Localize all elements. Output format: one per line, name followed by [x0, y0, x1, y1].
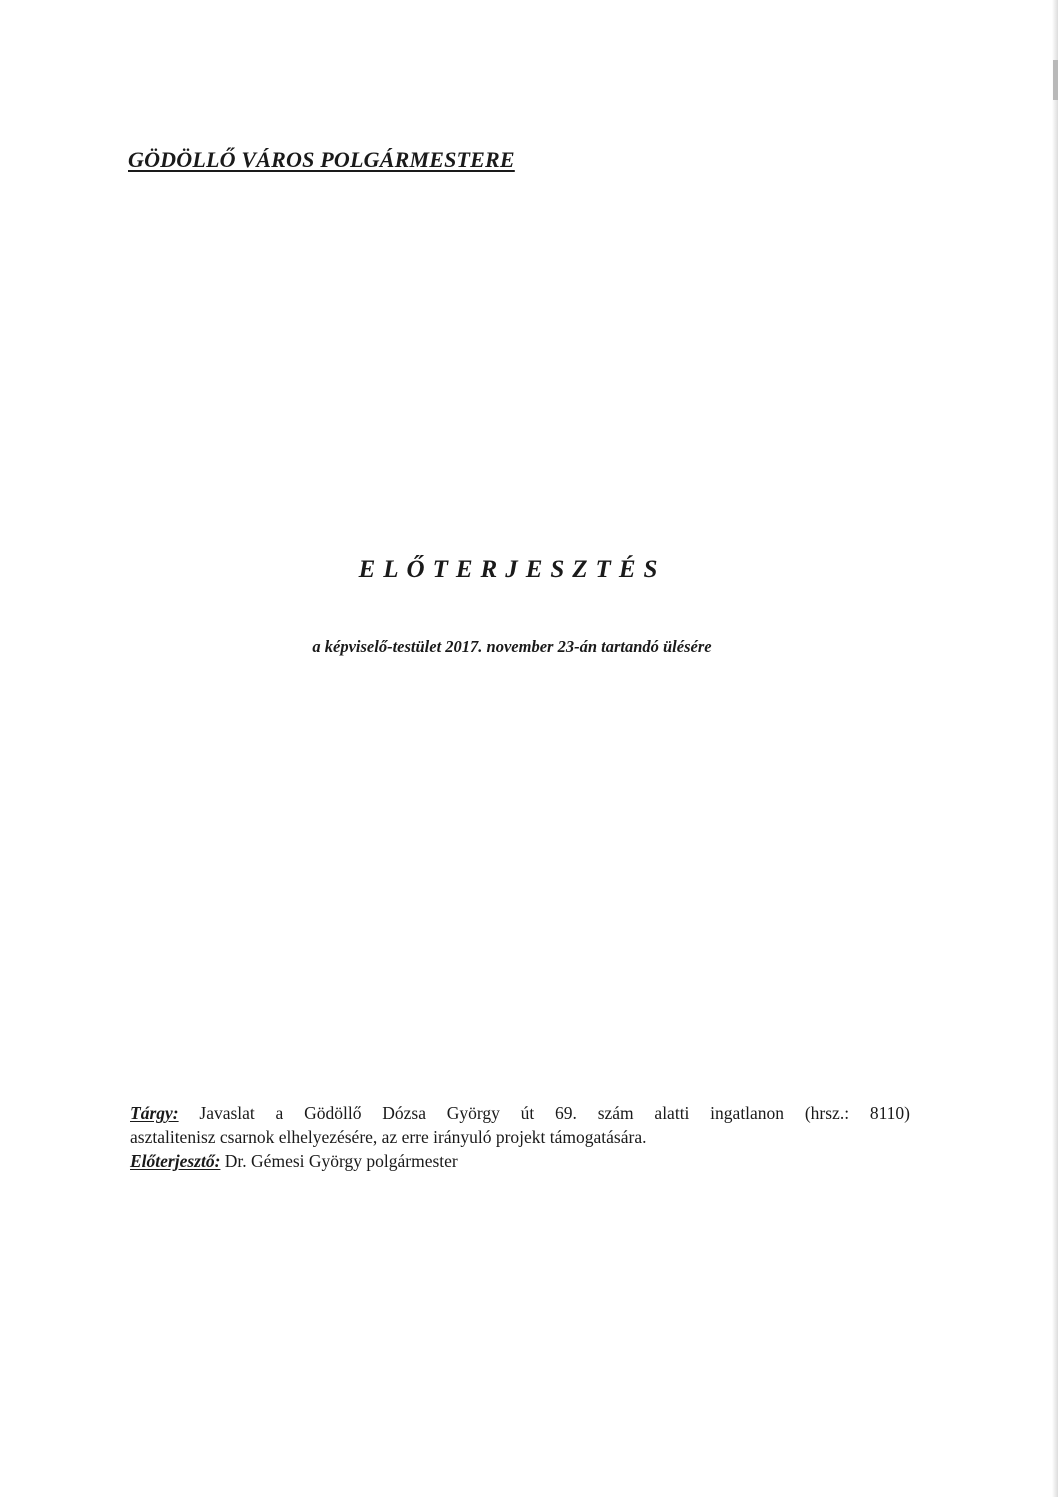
presenter-text: Dr. Gémesi György polgármester — [224, 1151, 458, 1171]
document-title: ELŐTERJESZTÉS — [358, 556, 666, 583]
subject-label: Tárgy: — [130, 1103, 179, 1123]
scan-edge-shadow — [1052, 0, 1058, 1497]
meeting-subtitle: a képviselő-testület 2017. november 23-án tartandó ülésére — [312, 637, 712, 656]
subject-text-line1: Javaslat a Gödöllő Dózsa György út 69. szám alatti ingatlanon (hrsz.: 8110) — [199, 1103, 911, 1123]
subject-text-line2: asztalitenisz csarnok elhelyezésére, az erre irányuló projekt támogatására. — [130, 1127, 647, 1147]
subject-block — [130, 1101, 910, 1173]
issuer-header: GÖDÖLLŐ VÁROS POLGÁRMESTERE — [128, 147, 515, 172]
presenter-label: Előterjesztő: — [130, 1151, 221, 1171]
scan-edge-mark — [1053, 60, 1058, 100]
presenter-line — [130, 1149, 910, 1173]
subject-line — [130, 1101, 910, 1125]
